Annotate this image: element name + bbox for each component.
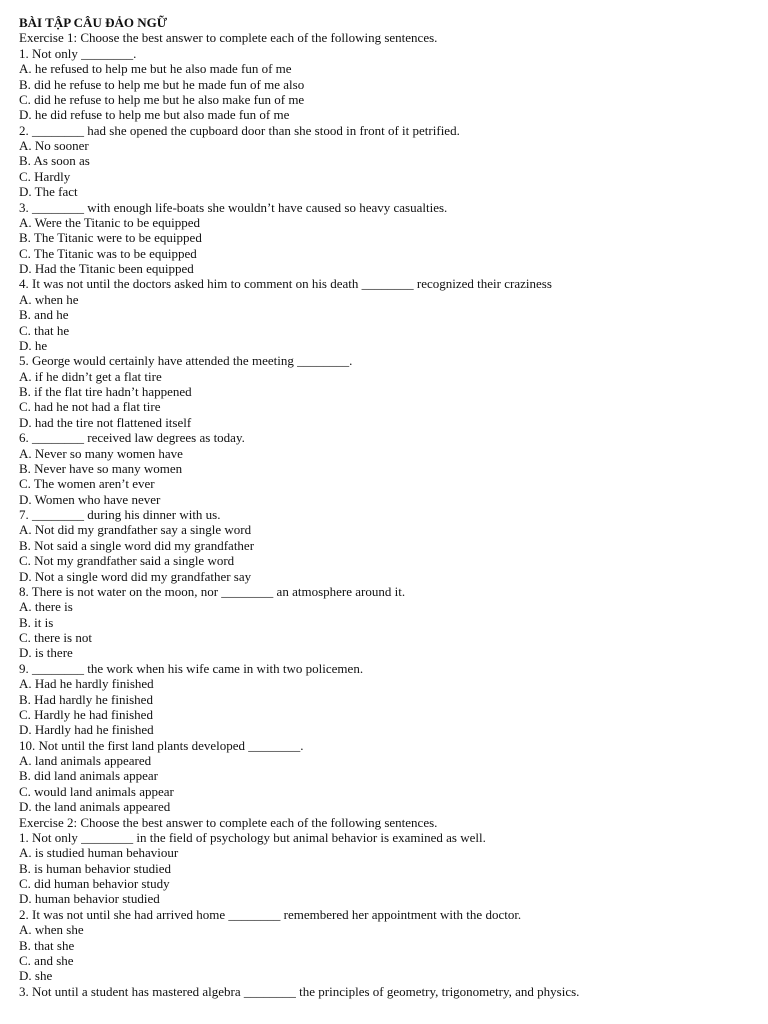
answer-option: B. is human behavior studied	[19, 860, 172, 876]
question-stem: 9. ________ the work when his wife came in with two policemen.	[19, 660, 364, 676]
question-stem: 3. ________ with enough life-boats she wouldn’t have caused so heavy casualties.	[19, 199, 448, 215]
exercise-2	[19, 815, 759, 1000]
answer-option: D. The fact	[19, 184, 78, 200]
answer-option: D. Hardly had he finished	[19, 722, 154, 738]
answer-option: D. had the tire not flattened itself	[19, 414, 192, 430]
question-stem: 7. ________ during his dinner with us.	[19, 507, 221, 522]
question-block	[19, 353, 759, 430]
question-stem: 3. Not until a student has mastered algebra ________ the principles of geometry, trigonometry, and physics.	[19, 983, 580, 999]
answer-option: A. No sooner	[19, 138, 89, 153]
question-block	[19, 830, 759, 907]
answer-option: B. did he refuse to help me but he made fun of me also	[19, 76, 305, 92]
answer-option: D. the land animals appeared	[19, 799, 171, 815]
page-title: BÀI TẬP CÂU ĐẢO NGỮ	[19, 15, 168, 30]
question-stem: 4. It was not until the doctors asked him to comment on his death ________ recognized their craziness	[19, 276, 552, 292]
question-stem: 1. Not only ________ in the field of psychology but animal behavior is examined as well.	[19, 829, 486, 845]
answer-option: A. land animals appeared	[19, 753, 152, 768]
question-block	[19, 584, 759, 661]
answer-option: A. when she	[19, 922, 84, 938]
answer-option: B. Had hardly he finished	[19, 691, 153, 707]
answer-option: A. Not did my grandfather say a single word	[19, 522, 252, 538]
answer-option: D. she	[19, 968, 53, 984]
answer-option: A. Had he hardly finished	[19, 676, 154, 692]
question-block	[19, 123, 759, 200]
answer-option: D. Had the Titanic been equipped	[19, 261, 194, 276]
answer-option: C. Not my grandfather said a single word	[19, 553, 235, 569]
question-stem: 2. It was not until she had arrived home ________ remembered her appointment with the doctor.	[19, 906, 522, 922]
answer-option: A. Were the Titanic to be equipped	[19, 214, 201, 230]
answer-option: B. The Titanic were to be equipped	[19, 230, 202, 246]
answer-option: B. it is	[19, 614, 54, 630]
answer-option: B. that she	[19, 937, 75, 953]
answer-option: C. and she	[19, 952, 74, 968]
answer-option: B. if the flat tire hadn’t happened	[19, 384, 192, 399]
question-stem: 8. There is not water on the moon, nor ________ an atmosphere around it.	[19, 583, 406, 599]
answer-option: C. The Titanic was to be equipped	[19, 245, 197, 261]
question-block	[19, 430, 759, 507]
answer-option: D. he did refuse to help me but also made fun of me	[19, 107, 290, 123]
question-stem: 10. Not until the first land plants developed ________.	[19, 737, 304, 753]
worksheet	[19, 15, 759, 999]
answer-option: D. he	[19, 337, 48, 353]
question-block	[19, 507, 759, 584]
question-stem: 1. Not only ________.	[19, 45, 137, 61]
answer-option: A. if he didn’t get a flat tire	[19, 368, 162, 384]
answer-option: C. would land animals appear	[19, 783, 174, 799]
question-block	[19, 738, 759, 815]
question-stem: 5. George would certainly have attended the meeting ________.	[19, 353, 353, 369]
exercise-heading: Exercise 1: Choose the best answer to complete each of the following sentences.	[19, 30, 438, 46]
answer-option: C. there is not	[19, 630, 92, 645]
answer-option: A. there is	[19, 599, 73, 615]
answer-option: C. had he not had a flat tire	[19, 399, 161, 415]
answer-option: B. did land animals appear	[19, 768, 158, 784]
answer-option: D. is there	[19, 645, 73, 661]
answer-option: B. As soon as	[19, 153, 90, 169]
answer-option: C. did human behavior study	[19, 876, 170, 891]
answer-option: B. Never have so many women	[19, 460, 183, 476]
question-block	[19, 200, 759, 277]
answer-option: B. and he	[19, 307, 69, 323]
question-block	[19, 661, 759, 738]
answer-option: A. is studied human behaviour	[19, 845, 179, 861]
answer-option: D. Women who have never	[19, 491, 161, 507]
question-block	[19, 984, 759, 999]
answer-option: C. Hardly he had finished	[19, 706, 153, 722]
answer-option: C. that he	[19, 322, 70, 338]
question-block	[19, 46, 759, 123]
answer-option: B. Not said a single word did my grandfather	[19, 537, 255, 553]
answer-option: C. did he refuse to help me but he also make fun of me	[19, 91, 305, 107]
answer-option: A. Never so many women have	[19, 445, 183, 461]
question-stem: 6. ________ received law degrees as today.	[19, 430, 245, 446]
exercise-heading: Exercise 2: Choose the best answer to complete each of the following sentences.	[19, 814, 438, 830]
answer-option: D. human behavior studied	[19, 891, 160, 907]
answer-option: C. The women aren’t ever	[19, 476, 155, 492]
answer-option: A. when he	[19, 291, 79, 307]
question-block	[19, 276, 759, 353]
answer-option: C. Hardly	[19, 168, 71, 184]
exercise-1	[19, 30, 759, 814]
question-block	[19, 907, 759, 984]
answer-option: D. Not a single word did my grandfather say	[19, 568, 252, 584]
answer-option: A. he refused to help me but he also made fun of me	[19, 61, 292, 77]
question-stem: 2. ________ had she opened the cupboard door than she stood in front of it petrified.	[19, 122, 460, 138]
